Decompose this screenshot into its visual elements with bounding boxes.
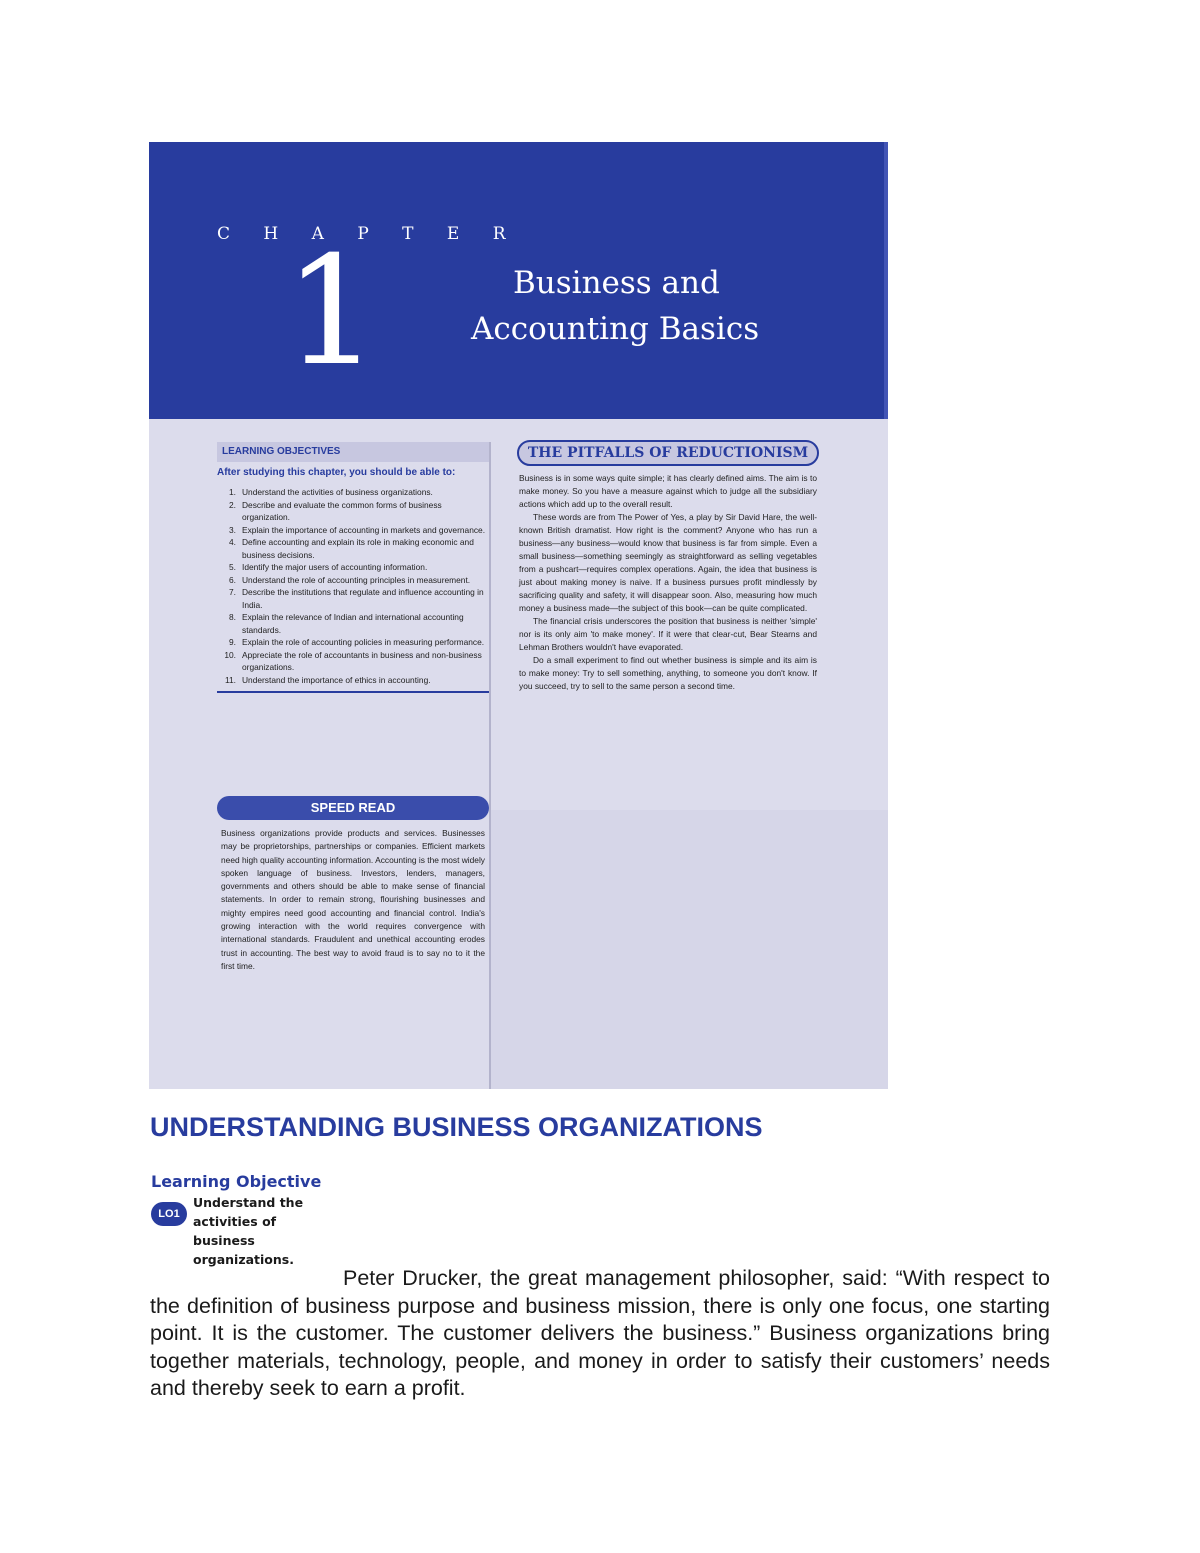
chapter-label: C H A P T E R (217, 224, 520, 244)
learning-objective-text: Describe the institutions that regulate and influence accounting in India. (242, 587, 484, 610)
pitfalls-paragraph: Business is in some ways quite simple; it has clearly defined aims. The aim is to make money. So you have a measure against which to judge all the subsidiary actions which add up to the overall result. (519, 473, 817, 509)
learning-objective-text: Describe and evaluate the common forms of business organization. (242, 499, 442, 522)
learning-objective-text: Explain the importance of accounting in markets and governance. (242, 524, 486, 535)
learning-objective-item (217, 486, 489, 499)
chapter-number: 1 (284, 225, 380, 399)
learning-objectives-box (217, 442, 489, 693)
learning-objective-text: Appreciate the role of accountants in business and non-business organizations. (242, 649, 482, 672)
chapter-title (471, 260, 759, 352)
pitfalls-paragraph: The financial crisis underscores the position that business is neither 'simple' nor is its only aim 'to make money'. If it were that clear-cut, Bear Stearns and Lehman Brothers wouldn't have evaporated. (519, 616, 817, 652)
learning-objective-item (217, 636, 489, 649)
learning-objective-text: Explain the role of accounting policies in measuring performance. (242, 637, 485, 647)
chapter-opener-image (149, 142, 888, 1089)
learning-objective-text: Understand the importance of ethics in accounting. (242, 674, 431, 685)
learning-objective-text: Understand the activities of business organizations. (193, 1195, 304, 1267)
learning-objective-item (217, 674, 489, 687)
learning-objective-sidebar (151, 1172, 322, 1267)
learning-objective-text: Explain the relevance of Indian and international accounting standards. (242, 612, 464, 635)
pitfalls-header: THE PITFALLS OF REDUCTIONISM (517, 440, 819, 466)
learning-objective-title: Learning Objective (151, 1172, 322, 1191)
learning-objective-number: 11. (224, 674, 236, 685)
pitfalls-paragraph: These words are from The Power of Yes, a play by Sir David Hare, the well-known British dramatist. How right is the comment? Anyone who has run a business—any business—would know that business is far from simple. Even a small business—something seemingly as straightforward as selling vegetables from a pushcart—requires complex operations. Again, the idea that business is just about making money is naive. If a business pursues profit mindlessly by sacrificing quality and safety, it will disappear soon. Also, measuring how much money a business made—the subject of this book—can be quite complicated. (519, 512, 817, 613)
learning-objective-item (217, 611, 489, 636)
learning-objective-number: 6. (229, 574, 236, 585)
learning-objectives-list (217, 486, 489, 686)
chapter-banner (149, 142, 888, 419)
learning-objective-number: 8. (229, 612, 236, 622)
speed-read-text: Business organizations provide products and services. Businesses may be proprietorships, partnerships or companies. Efficient markets need high quality accounting information. Accounting is the most widely spoken language of business. Investors, lenders, managers, governments and others should be able to make sense of financial statements. In order to remain strong, flourishing businesses and mighty empires need good accounting and financial control. India's growing interaction with the world requires convergence with international standards. Fraudulent and unethical accounting erodes trust in accounting. The best way to avoid fraud is to say no to it the first time. (221, 828, 485, 971)
learning-objective-number: 1. (229, 487, 236, 497)
learning-objectives-header: LEARNING OBJECTIVES (217, 442, 489, 462)
learning-objective-item (217, 524, 489, 537)
learning-objective-number: 4. (229, 537, 236, 547)
pitfalls-box (517, 440, 819, 693)
learning-objective-number: 9. (229, 637, 236, 647)
learning-objective-item (217, 649, 489, 674)
pitfalls-text (519, 472, 817, 693)
learning-objective-text: Identify the major users of accounting information. (242, 562, 428, 572)
learning-objective-number: 10. (224, 649, 236, 660)
learning-objective-text: Understand the role of accounting principles in measurement. (242, 574, 471, 585)
chapter-title-line2: Accounting Basics (471, 311, 760, 347)
learning-objective-number: 7. (229, 587, 236, 597)
learning-objective-number: 2. (229, 499, 236, 510)
lo1-badge: LO1 (151, 1202, 187, 1226)
learning-objectives-intro: After studying this chapter, you should be able to: (217, 467, 456, 478)
learning-objective-number: 3. (229, 524, 236, 535)
lower-right-panel (491, 810, 888, 1089)
learning-objective-item (217, 536, 489, 561)
learning-objective-text: Define accounting and explain its role in making economic and business decisions. (242, 537, 474, 560)
learning-objectives-rule (217, 691, 489, 693)
learning-objective-text: Understand the activities of business organizations. (242, 487, 433, 497)
section-heading: UNDERSTANDING BUSINESS ORGANIZATIONS (150, 1112, 763, 1142)
body-paragraph: Peter Drucker, the great management philosopher, said: “With respect to the definition of business purpose and business mission, there is only one focus, one starting point. It is the customer. The customer delivers the business.” Business organizations bring together materials, technology, people, and money in order to satisfy their customers’ needs and thereby seek to earn a profit. (150, 1266, 1050, 1400)
learning-objective-item (217, 561, 489, 574)
learning-objective-item (217, 574, 489, 587)
learning-objective-number: 5. (229, 562, 236, 572)
speed-read-header: SPEED READ (217, 796, 489, 820)
learning-objective-item (217, 499, 489, 524)
learning-objective-item (217, 586, 489, 611)
chapter-title-line1: Business and (513, 265, 720, 301)
speed-read-box (217, 796, 489, 973)
pitfalls-paragraph: Do a small experiment to find out whether business is simple and its aim is to make money: Try to sell something, anything, to someone you don't know. If you succeed, try to sell to the same person a second time. (519, 655, 817, 691)
